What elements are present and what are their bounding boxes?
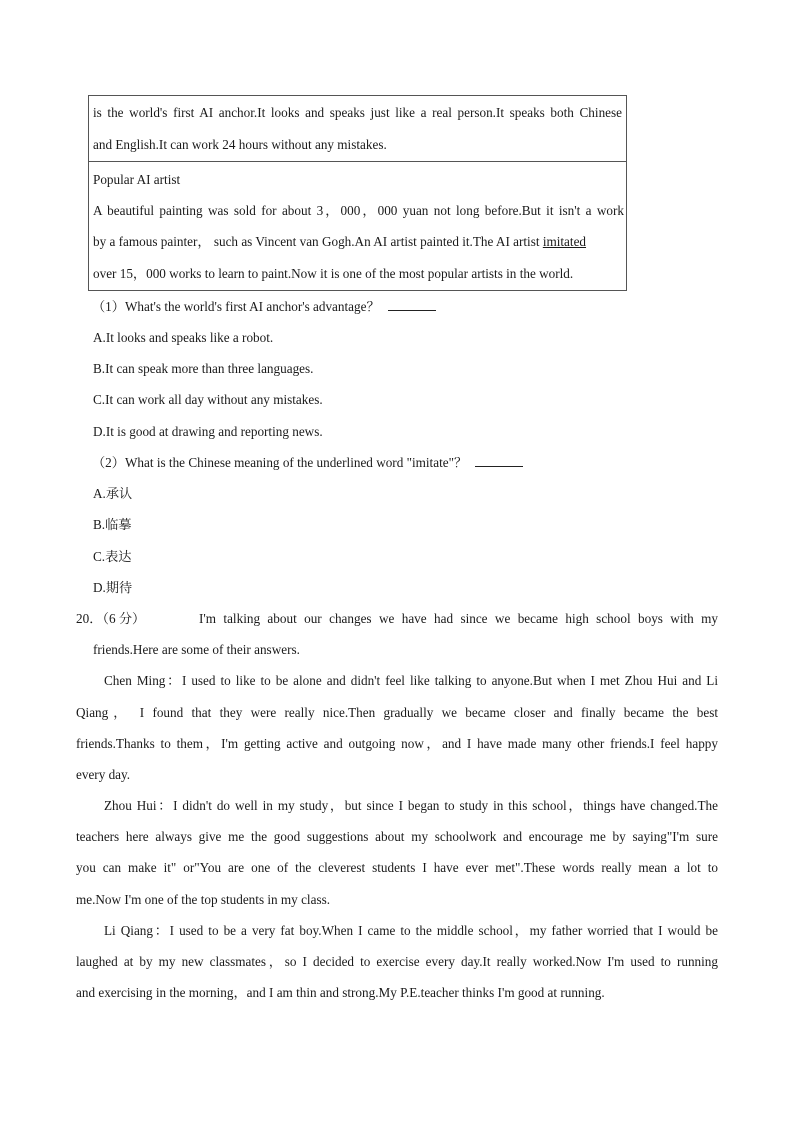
- q1-option-c: C.It can work all day without any mistakes.: [93, 392, 323, 407]
- question-1-text: （1）What's the world's first AI anchor's advantage？: [92, 299, 380, 314]
- q20-intro-line-2: friends.Here are some of their answers.: [93, 642, 300, 657]
- question-2-text: （2）What is the Chinese meaning of the underlined word "imitate"？: [92, 455, 468, 470]
- li-qiang-line-3: and exercising in the morning，and I am thin and strong.My P.E.teacher thinks I'm good at running.: [76, 985, 605, 1000]
- question-1-stem: [92, 298, 436, 316]
- zhou-hui-line-3: you can make it" or"You are one of the cleverest students I have ever met".These words really mean a lot to: [76, 860, 718, 875]
- answer-blank-1[interactable]: [388, 298, 436, 311]
- zhou-hui-line-1: Zhou Hui：I didn't do well in my study，but since I began to study in this school，things have changed.The: [104, 798, 718, 813]
- artist-text-line-2: [93, 233, 586, 251]
- artist-text-line-3: over 15，000 works to learn to paint.Now it is one of the most popular artists in the world.: [93, 266, 574, 281]
- zhou-hui-line-4: me.Now I'm one of the top students in my class.: [76, 892, 331, 907]
- question-2-stem: [92, 454, 523, 472]
- q1-option-d: D.It is good at drawing and reporting news.: [93, 424, 323, 439]
- artist-text-line-1: A beautiful painting was sold for about 3，000，000 yuan not long before.But it isn't a work: [93, 203, 624, 218]
- q20-intro-line-1: I'm talking about our changes we have had since we became high school boys with my: [199, 611, 718, 626]
- chen-ming-line-4: every day.: [76, 767, 131, 782]
- chen-ming-line-2: Qiang， I found that they were really nice.Then gradually we became closer and finally became the best: [76, 705, 718, 720]
- zhou-hui-line-2: teachers here always give me the good suggestions about my schoolwork and encourage me by saying"I'm sure: [76, 829, 718, 844]
- underlined-word-imitated: imitated: [542, 234, 587, 249]
- li-qiang-line-2: laughed at by my new classmates，so I decided to exercise every day.It really worked.Now I'm used to running: [76, 954, 718, 969]
- q2-option-a: A.承认: [93, 486, 133, 501]
- q1-option-a: A.It looks and speaks like a robot.: [93, 330, 274, 345]
- li-qiang-line-1: Li Qiang：I used to be a very fat boy.When I came to the middle school，my father worried that I would be: [104, 923, 718, 938]
- chen-ming-line-1: Chen Ming：I used to like to be alone and didn't feel like talking to anyone.But when I met Zhou Hui and Li: [104, 673, 718, 688]
- artist-section-title: Popular AI artist: [93, 172, 181, 187]
- anchor-text-line-2: and English.It can work 24 hours without any mistakes.: [93, 137, 387, 152]
- q2-option-c: C.表达: [93, 549, 132, 564]
- anchor-text-line-1: is the world's first AI anchor.It looks and speaks just like a real person.It speaks both Chinese: [93, 105, 622, 120]
- q1-option-b: B.It can speak more than three languages.: [93, 361, 314, 376]
- question-20-number: 20．（6 分）: [76, 611, 146, 626]
- chen-ming-line-3: friends.Thanks to them，I'm getting active and outgoing now，and I have made many other friends.I feel happy: [76, 736, 718, 751]
- q2-option-b: B.临摹: [93, 517, 132, 532]
- q2-option-d: D.期待: [93, 580, 133, 595]
- answer-blank-2[interactable]: [475, 454, 523, 467]
- artist-text-line-2-main: by a famous painter， such as Vincent van Gogh.An AI artist painted it.The AI artist: [93, 234, 540, 249]
